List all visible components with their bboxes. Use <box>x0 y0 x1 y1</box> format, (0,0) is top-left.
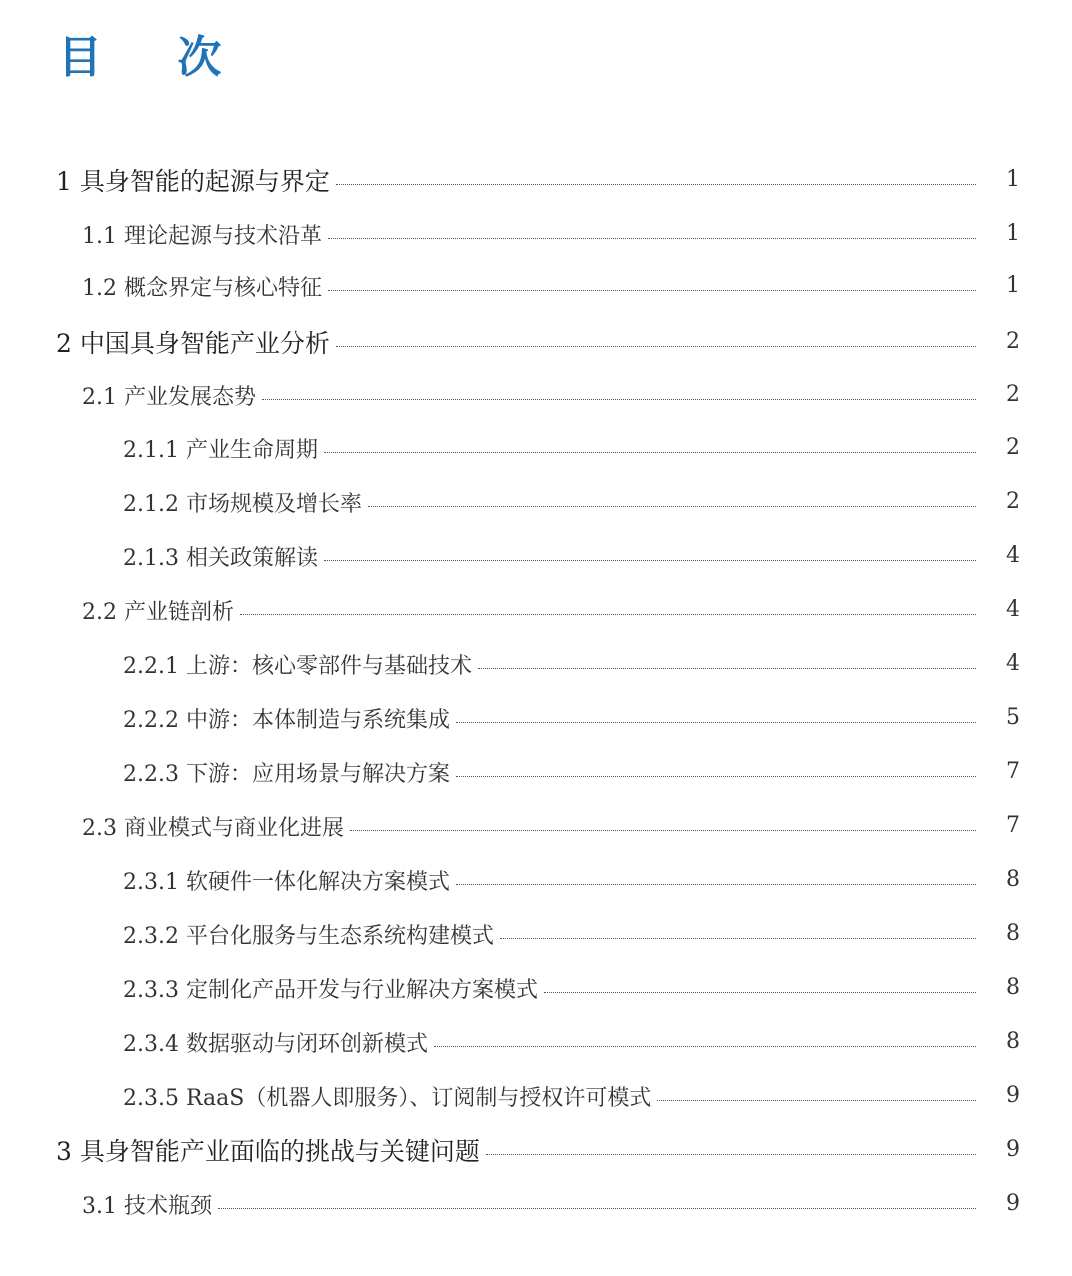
toc-page-number: 4 <box>1006 543 1020 568</box>
toc-entry-title: 2.3.3 定制化产品开发与行业解决方案模式 <box>123 973 544 1004</box>
toc-entry-title: 3 具身智能产业面临的挑战与关键问题 <box>56 1132 486 1168</box>
toc-page-number: 1 <box>1006 221 1020 246</box>
toc-entry[interactable] <box>0 698 1072 738</box>
toc-entry[interactable] <box>0 375 1072 415</box>
toc-entry[interactable] <box>0 322 1072 362</box>
toc-dot-leader <box>657 1100 976 1101</box>
toc-page-number: 9 <box>1006 1191 1020 1216</box>
toc-dot-leader <box>544 992 976 993</box>
toc-entry[interactable] <box>0 860 1072 900</box>
toc-entry[interactable] <box>0 752 1072 792</box>
toc-page-number: 1 <box>1006 273 1020 298</box>
toc-entry-title: 2.1.2 市场规模及增长率 <box>123 487 368 518</box>
toc-page-number: 9 <box>1006 1137 1020 1162</box>
toc-dot-leader <box>262 399 976 400</box>
toc-entry[interactable] <box>0 160 1072 200</box>
toc-entry[interactable] <box>0 482 1072 522</box>
toc-entry[interactable] <box>0 968 1072 1008</box>
toc-dot-leader <box>478 668 976 669</box>
toc-entry[interactable] <box>0 1130 1072 1170</box>
toc-page-number: 8 <box>1006 921 1020 946</box>
toc-page-number: 1 <box>1006 167 1020 192</box>
toc-dot-leader <box>218 1208 976 1209</box>
toc-page-number: 7 <box>1006 813 1020 838</box>
toc-entry-title: 2.3.5 RaaS（机器人即服务）、订阅制与授权许可模式 <box>123 1081 657 1112</box>
toc-entry-title: 2.3.4 数据驱动与闭环创新模式 <box>123 1027 434 1058</box>
toc-entry[interactable] <box>0 536 1072 576</box>
toc-dot-leader <box>434 1046 976 1047</box>
toc-entry-title: 2.1 产业发展态势 <box>82 380 262 411</box>
toc-dot-leader <box>240 614 976 615</box>
toc-entry-title: 2.2.1 上游：核心零部件与基础技术 <box>123 649 478 680</box>
toc-dot-leader <box>456 776 976 777</box>
toc-page-number: 2 <box>1006 489 1020 514</box>
toc-entry[interactable] <box>0 914 1072 954</box>
toc-entry[interactable] <box>0 1076 1072 1116</box>
toc-entry-title: 2.3 商业模式与商业化进展 <box>82 811 350 842</box>
toc-dot-leader <box>486 1154 976 1155</box>
toc-page-number: 5 <box>1006 705 1020 730</box>
toc-dot-leader <box>324 452 976 453</box>
toc-entry-title: 2.2.2 中游：本体制造与系统集成 <box>123 703 456 734</box>
toc-dot-leader <box>336 346 976 347</box>
toc-entry-title: 2.2.3 下游：应用场景与解决方案 <box>123 757 456 788</box>
toc-entry[interactable] <box>0 428 1072 468</box>
toc-entry-title: 2.1.3 相关政策解读 <box>123 541 324 572</box>
toc-entry-title: 2.1.1 产业生命周期 <box>123 433 324 464</box>
toc-entry[interactable] <box>0 806 1072 846</box>
toc-page-number: 8 <box>1006 867 1020 892</box>
toc-page-number: 8 <box>1006 1029 1020 1054</box>
toc-page-number: 9 <box>1006 1083 1020 1108</box>
toc-entry-title: 2.3.1 软硬件一体化解决方案模式 <box>123 865 456 896</box>
toc-entry-title: 1.1 理论起源与技术沿革 <box>82 219 328 250</box>
toc-entry[interactable] <box>0 590 1072 630</box>
toc-dot-leader <box>328 290 976 291</box>
toc-page-number: 4 <box>1006 597 1020 622</box>
toc-entry-title: 2.3.2 平台化服务与生态系统构建模式 <box>123 919 500 950</box>
toc-dot-leader <box>368 506 976 507</box>
toc-dot-leader <box>456 884 976 885</box>
toc-entry[interactable] <box>0 266 1072 306</box>
toc-page-number: 4 <box>1006 651 1020 676</box>
toc-dot-leader <box>324 560 976 561</box>
toc-dot-leader <box>336 184 976 185</box>
toc-page-number: 2 <box>1006 435 1020 460</box>
toc-entry[interactable] <box>0 214 1072 254</box>
toc-entry[interactable] <box>0 644 1072 684</box>
toc-page-number: 2 <box>1006 329 1020 354</box>
toc-page-number: 8 <box>1006 975 1020 1000</box>
toc-dot-leader <box>328 238 976 239</box>
toc-entry-title: 1 具身智能的起源与界定 <box>56 162 336 198</box>
toc-dot-leader <box>456 722 976 723</box>
toc-page-number: 2 <box>1006 382 1020 407</box>
toc-entry[interactable] <box>0 1184 1072 1224</box>
toc-entry[interactable] <box>0 1022 1072 1062</box>
toc-dot-leader <box>500 938 976 939</box>
toc-dot-leader <box>350 830 976 831</box>
toc-entry-title: 2.2 产业链剖析 <box>82 595 240 626</box>
page-title: 目 次 <box>58 32 252 83</box>
toc-page-number: 7 <box>1006 759 1020 784</box>
toc-entry-title: 1.2 概念界定与核心特征 <box>82 271 328 302</box>
toc-entry-title: 2 中国具身智能产业分析 <box>56 324 336 360</box>
toc-entry-title: 3.1 技术瓶颈 <box>82 1189 218 1220</box>
